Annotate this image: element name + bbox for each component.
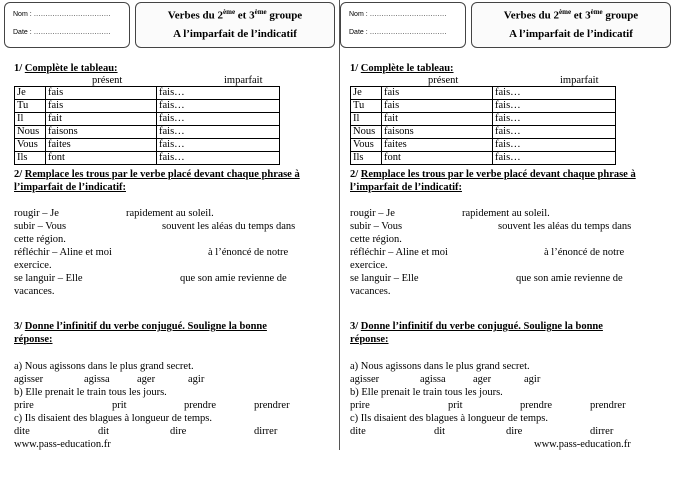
table-row: Ils font fais…	[351, 152, 616, 165]
table-row: Il fait fais…	[351, 113, 616, 126]
table-row: Nous faisons fais…	[15, 126, 280, 139]
option-c-3[interactable]: dire	[506, 426, 523, 437]
sentence-3-verb: réfléchir – Aline et moi	[14, 247, 112, 258]
option-a-4[interactable]: agir	[188, 374, 205, 385]
option-b-4[interactable]: prendrer	[590, 400, 626, 411]
sentence-3-rest: à l’énoncé de notre	[544, 247, 625, 258]
option-b-3[interactable]: prendre	[520, 400, 553, 411]
section-1-heading: 1/ Complète le tableau:	[350, 63, 454, 74]
title-box	[135, 2, 335, 48]
table-row: Nous faisons fais…	[351, 126, 616, 139]
question-a: a) Nous agissons dans le plus grand secret.	[350, 361, 530, 372]
conjugation-table	[350, 86, 616, 165]
question-b: b) Elle prenait le train tous les jours.	[350, 387, 503, 398]
option-b-2[interactable]: prit	[448, 400, 463, 411]
option-c-1[interactable]: dite	[350, 426, 366, 437]
option-a-1[interactable]: agisser	[350, 374, 380, 385]
option-a-4[interactable]: agir	[524, 374, 541, 385]
table-row: Tu fais fais…	[351, 100, 616, 113]
section-3-heading: 3/ Donne l’infinitif du verbe conjugué. Souligne la bonne réponse:	[14, 321, 267, 345]
sentence-2-verb: subir – Vous	[350, 221, 403, 232]
sentence-4-verb: se languir – Elle	[14, 273, 83, 284]
nom-field[interactable]: Nom : ……………………………	[349, 11, 447, 18]
option-c-2[interactable]: dit	[434, 426, 446, 437]
nom-field[interactable]: Nom : ……………………………	[13, 11, 111, 18]
title-line-1: Verbes du 2ème et 3ème groupe	[167, 8, 303, 22]
option-a-3[interactable]: ager	[137, 374, 156, 385]
sentence-3-cont: exercice.	[14, 260, 52, 271]
section-2-heading: 2/ Remplace les trous par le verbe placé devant chaque phrase à l’imparfait de l’indicatif:	[14, 169, 300, 193]
option-c-4[interactable]: dirrer	[254, 426, 278, 437]
sentence-3-verb: réfléchir – Aline et moi	[350, 247, 448, 258]
sentence-1-verb: rougir – Je	[350, 208, 395, 219]
title-line-2: A l’imparfait de l’indicatif	[173, 28, 297, 40]
option-b-4[interactable]: prendrer	[254, 400, 290, 411]
sentence-3-rest: à l’énoncé de notre	[208, 247, 289, 258]
date-field[interactable]: Date : ……………………………	[13, 29, 111, 36]
sentence-2-cont: cette région.	[350, 234, 402, 245]
column-present: présent	[92, 75, 123, 86]
title-line-2: A l’imparfait de l’indicatif	[509, 28, 633, 40]
column-present: présent	[428, 75, 459, 86]
option-a-2[interactable]: agissa	[420, 374, 446, 385]
option-c-4[interactable]: dirrer	[590, 426, 614, 437]
option-c-3[interactable]: dire	[170, 426, 187, 437]
name-date-box	[4, 2, 130, 48]
option-a-2[interactable]: agissa	[84, 374, 110, 385]
option-b-3[interactable]: prendre	[184, 400, 217, 411]
section-1-heading: 1/ Complète le tableau:	[14, 63, 118, 74]
title-box	[471, 2, 671, 48]
sentence-3-cont: exercice.	[350, 260, 388, 271]
section-3-heading: 3/ Donne l’infinitif du verbe conjugué. Souligne la bonne réponse:	[350, 321, 603, 345]
sentence-2-cont: cette région.	[14, 234, 66, 245]
sentence-1-verb: rougir – Je	[14, 208, 59, 219]
option-c-1[interactable]: dite	[14, 426, 30, 437]
table-row: Vous faites fais…	[15, 139, 280, 152]
option-a-1[interactable]: agisser	[14, 374, 44, 385]
table-row: Tu fais fais…	[15, 100, 280, 113]
date-field[interactable]: Date : ……………………………	[349, 29, 447, 36]
column-imparfait: imparfait	[224, 75, 263, 86]
footer-url[interactable]: www.pass-education.fr	[534, 439, 631, 450]
option-a-3[interactable]: ager	[473, 374, 492, 385]
sentence-4-cont: vacances.	[14, 286, 55, 297]
sentence-4-verb: se languir – Elle	[350, 273, 419, 284]
sentence-2-rest: souvent les aléas du temps dans	[498, 221, 632, 232]
table-row: Il fait fais…	[15, 113, 280, 126]
question-c: c) Ils disaient des blagues à longueur de temps.	[14, 413, 212, 424]
question-b: b) Elle prenait le train tous les jours.	[14, 387, 167, 398]
sentence-1-rest: rapidement au soleil.	[126, 208, 214, 219]
sentence-4-cont: vacances.	[350, 286, 391, 297]
worksheet-left	[4, 0, 340, 480]
question-c: c) Ils disaient des blagues à longueur de temps.	[350, 413, 548, 424]
title-line-1: Verbes du 2ème et 3ème groupe	[503, 8, 639, 22]
table-row: Je fais fais…	[15, 87, 280, 100]
option-b-1[interactable]: prire	[350, 400, 370, 411]
table-row: Je fais fais…	[351, 87, 616, 100]
option-b-2[interactable]: prit	[112, 400, 127, 411]
question-a: a) Nous agissons dans le plus grand secret.	[14, 361, 194, 372]
option-b-1[interactable]: prire	[14, 400, 34, 411]
sentence-1-rest: rapidement au soleil.	[462, 208, 550, 219]
sentence-4-rest: que son amie revienne de	[180, 273, 287, 284]
sentence-2-verb: subir – Vous	[14, 221, 67, 232]
footer-url[interactable]: www.pass-education.fr	[14, 439, 111, 450]
worksheet-right	[340, 0, 676, 480]
sentence-2-rest: souvent les aléas du temps dans	[162, 221, 296, 232]
table-row: Ils font fais…	[15, 152, 280, 165]
conjugation-table	[14, 86, 280, 165]
table-row: Vous faites fais…	[351, 139, 616, 152]
sentence-4-rest: que son amie revienne de	[516, 273, 623, 284]
option-c-2[interactable]: dit	[98, 426, 110, 437]
column-imparfait: imparfait	[560, 75, 599, 86]
section-2-heading: 2/ Remplace les trous par le verbe placé devant chaque phrase à l’imparfait de l’indicatif:	[350, 169, 636, 193]
name-date-box	[340, 2, 466, 48]
